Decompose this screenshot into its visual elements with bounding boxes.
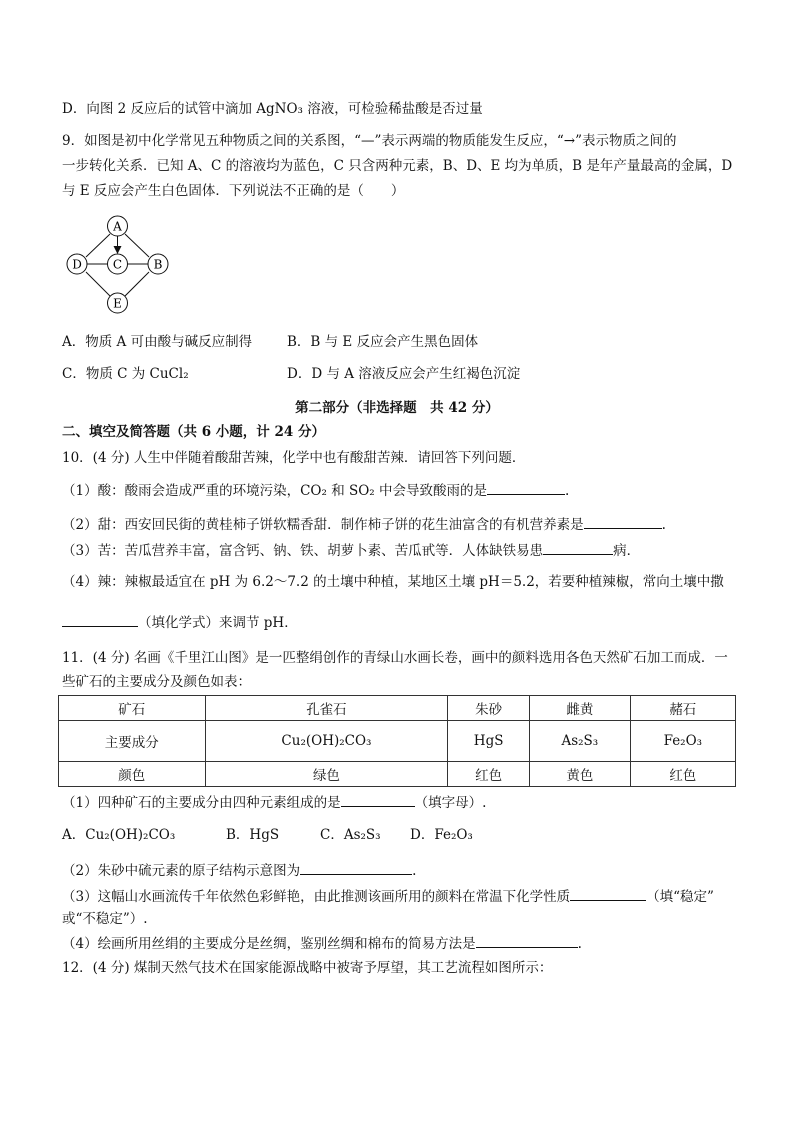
- table-cell: 矿石: [59, 696, 206, 721]
- answer-blank: [476, 933, 578, 948]
- answer-blank: [62, 612, 138, 627]
- q9-stem-line2: 一步转化关系．已知 A、C 的溶液均为蓝色，C 只含两种元素，B、D、E 均为单质，B 是年产量最高的金属，D: [62, 158, 733, 174]
- q8-option-d: D．向图 2 反应后的试管中滴加 AgNO₃ 溶液，可检验稀盐酸是否过量: [62, 101, 483, 117]
- edge-a-b: [125, 234, 149, 257]
- q11-option-d: D．Fe₂O₃: [410, 827, 473, 843]
- q10-part4b: （填化学式）来调节 pH．: [62, 612, 298, 633]
- q9-option-a: A．物质 A 可由酸与碱反应制得: [62, 334, 253, 350]
- part2-title: 第二部分（非选择题 共 42 分）: [295, 400, 499, 416]
- q10-part4: （4）辣：辣椒最适宜在 pH 为 6.2～7.2 的土壤中种植，某地区土壤 pH＝5.2，若要种植辣椒，常向土壤中撒: [62, 574, 724, 590]
- q11-part3: （3）这幅山水画流传千年依然色彩鲜艳，由此推测该画所用的颜料在常温下化学性质 （填“稳定”: [62, 886, 714, 907]
- q10-part1: （1）酸：酸雨会造成严重的环境污染，CO₂ 和 SO₂ 中会导致酸雨的是 .: [62, 480, 569, 501]
- table-row-header: [59, 696, 736, 721]
- q11-part3-cont: 或“不稳定”）.: [62, 911, 148, 927]
- edge-a-d: [86, 234, 110, 257]
- section2-title: 二、填空及简答题（共 6 小题，计 24 分）: [62, 424, 325, 440]
- q12-stem: 12．(4 分) 煤制天然气技术在国家能源战略中被寄予厚望，其工艺流程如图所示：: [62, 960, 553, 976]
- q9-relation-diagram: [62, 212, 177, 320]
- q9-option-d: D．D 与 A 溶液反应会产生红褐色沉淀: [287, 366, 521, 382]
- table-cell: 绿色: [205, 762, 448, 787]
- q9-option-b: B．B 与 E 反应会产生黑色固体: [287, 334, 479, 350]
- q11-part4: （4）绘画所用丝绢的主要成分是丝绸，鉴别丝绸和棉布的简易方法是 .: [62, 933, 582, 954]
- q9-stem-line1: 9．如图是初中化学常见五种物质之间的关系图，“—”表示两端的物质能发生反应，“→”表示物质之间的: [62, 133, 677, 149]
- q11-part2: （2）朱砂中硫元素的原子结构示意图为 .: [62, 860, 416, 881]
- q11-option-a: A．Cu₂(OH)₂CO₃: [62, 827, 176, 843]
- answer-blank: [570, 886, 646, 901]
- edge-b-e: [125, 272, 149, 296]
- answer-blank: [300, 860, 412, 875]
- q10-stem: 10．(4 分) 人生中伴随着酸甜苦辣，化学中也有酸甜苦辣．请回答下列问题．: [62, 450, 526, 466]
- answer-blank: [584, 514, 662, 529]
- q11-part1: （1）四种矿石的主要成分由四种元素组成的是 （填字母）.: [62, 792, 486, 813]
- table-cell: 孔雀石: [205, 696, 448, 721]
- table-cell: Cu₂(OH)₂CO₃: [205, 721, 448, 762]
- q10-part2: （2）甜：西安回民街的黄桂柿子饼软糯香甜．制作柿子饼的花生油富含的有机营养素是 .: [62, 514, 666, 535]
- node-d: [67, 254, 87, 274]
- svg-text:A: A: [113, 219, 122, 234]
- table-cell: 黄色: [530, 762, 631, 787]
- table-row-color: [59, 762, 736, 787]
- node-a: [108, 216, 128, 236]
- q11-stem-line1: 11．(4 分) 名画《千里江山图》是一匹整绢创作的青绿山水画长卷，画中的颜料选用各色天然矿石加工而成．一: [62, 650, 728, 666]
- svg-text:B: B: [153, 257, 163, 272]
- table-cell: Fe₂O₃: [630, 721, 735, 762]
- table-cell: As₂S₃: [530, 721, 631, 762]
- table-cell: 颜色: [59, 762, 206, 787]
- node-c: [108, 254, 128, 274]
- node-e: [108, 293, 128, 313]
- q11-option-c: C．As₂S₃: [320, 827, 381, 843]
- table-row-component: [59, 721, 736, 762]
- q11-option-b: B．HgS: [226, 827, 280, 843]
- svg-text:C: C: [112, 257, 123, 272]
- answer-blank: [487, 480, 565, 495]
- table-cell: 雌黄: [530, 696, 631, 721]
- table-cell: 红色: [630, 762, 735, 787]
- q9-stem-line3: 与 E 反应会产生白色固体．下列说法不正确的是（ ）: [62, 183, 405, 199]
- q11-stem-line2: 些矿石的主要成分及颜色如表：: [62, 674, 251, 690]
- table-cell: HgS: [448, 721, 530, 762]
- table-cell: 赭石: [630, 696, 735, 721]
- q9-option-c: C．物质 C 为 CuCl₂: [62, 366, 189, 382]
- answer-blank: [341, 792, 415, 807]
- table-cell: 主要成分: [59, 721, 206, 762]
- mineral-table: [58, 695, 736, 787]
- answer-blank: [543, 540, 613, 555]
- node-b: [148, 254, 168, 274]
- table-cell: 朱砂: [448, 696, 530, 721]
- table-cell: 红色: [448, 762, 530, 787]
- q10-part3: （3）苦：苦瓜营养丰富，富含钙、钠、铁、胡萝卜素、苦瓜甙等．人体缺铁易患 病．: [62, 540, 640, 561]
- edge-d-e: [86, 272, 110, 296]
- svg-text:D: D: [72, 257, 82, 272]
- svg-text:E: E: [113, 296, 122, 311]
